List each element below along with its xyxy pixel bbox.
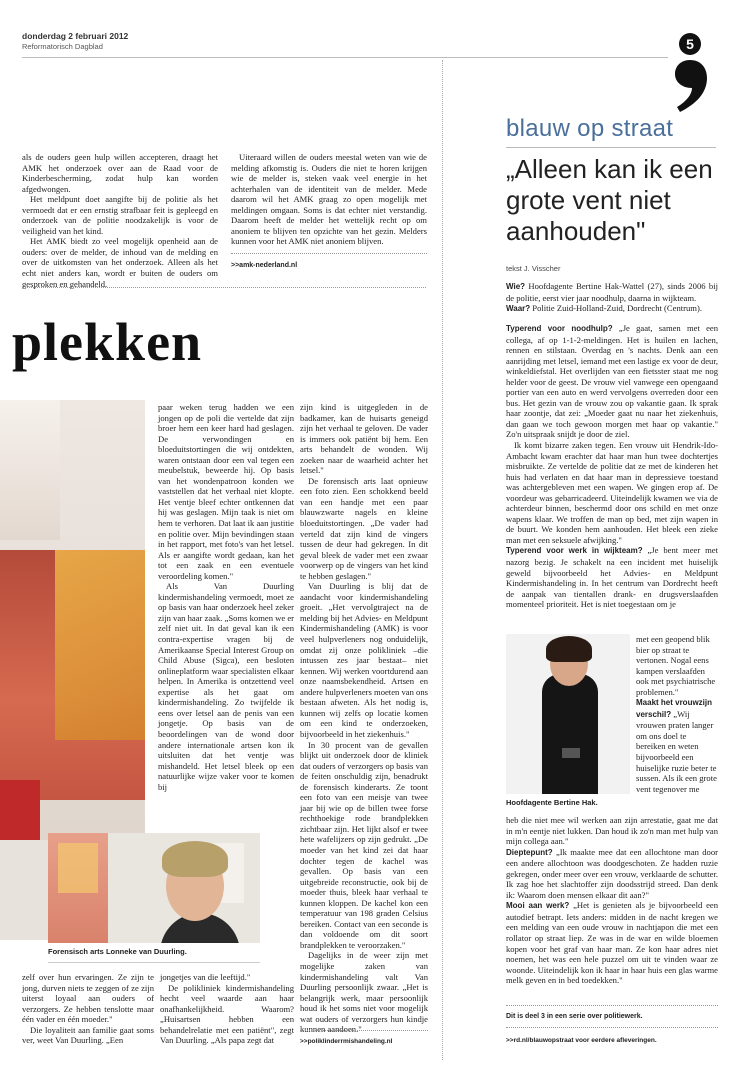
portrait-photo <box>48 833 260 943</box>
top-article-col2 <box>231 152 427 247</box>
main-headline: plekken <box>12 312 203 372</box>
paragraph: zijn kind is uitgegleden in de badkamer, kan de huisarts geneigd zijn het verhaal te geloven. De vader is immers ook patiënt bij hem. Een arts behandelt de wonden. Wij zoeken naar de waarheid achter het letsel." <box>300 402 428 476</box>
intro-line <box>506 281 718 303</box>
series-divider <box>506 1005 718 1006</box>
police-photo-caption: Hoofdagente Bertine Hak. <box>506 798 598 807</box>
paragraph: jongetjes van die leeftijd." <box>160 972 251 982</box>
photo-caption: Forensisch arts Lonneke van Duurling. <box>48 947 187 956</box>
rd-link[interactable]: >>rd.nl/blauwopstraat voor eerdere afleveringen. <box>506 1037 657 1044</box>
answer: „Wij vrouwen praten langer om ons doel te bereiken en weten bijvoorbeeld een huiselijke ruzie beter te sussen. Als ik een grote vent tegenover me <box>636 708 717 794</box>
series-note: Dit is deel 3 in een serie over politiewerk. <box>506 1013 643 1020</box>
intro-line <box>506 303 718 315</box>
caption-rule <box>48 962 260 963</box>
paragraph: De polikliniek kindermishandeling hecht veel waarde aan haar onafhankelijkheid. Waarom? „Huisartsen hebben een behandelrelatie met een patiënt", zegt Van Duurling. „Als papa zegt dat <box>160 982 294 1046</box>
sidebar-wrap-text <box>636 634 718 794</box>
question: Mooi aan werk? <box>506 901 570 911</box>
sidebar-intro <box>506 281 718 315</box>
col-b-divider <box>300 1030 428 1031</box>
paragraph: Uiteraard willen de ouders meestal weten van wie de melding afkomstig is. Ouders die niet te horen krijgen wie de melder is, steken vaak veel energie in het achterhalen van de identiteit van de melder. Mede daarom wil het AMK graag zo open mogelijk met meldingen omgaan. Soms is dat echter niet verstandig. Daarom heeft de melder het wettelijk recht op om anoniem te blijven ten opzichte van het gezin. Melders kunnen voor het AMK niet anoniem blijven. <box>231 152 427 247</box>
answer: „Ik maakte mee dat een allochtone man door een andere allochtoon was doodgeschoten. Ze hadden ruzie gekregen, onder meer over een vrouw, verklaarde de schutter. Ik zag hoe het slachtoffer zijn doodsstrijd streed. Dan denk ik: Waarom doen mensen elkaar dit aan?" <box>506 846 718 900</box>
paragraph: als de ouders geen hulp willen accepteren, draagt het AMK het onderzoek over aan de Raad voor de Kinderbescherming, zodat hulp kan worden afgedwongen. <box>22 152 218 194</box>
comma-logo-icon <box>670 58 710 114</box>
answer: Hoofdagente Bertine Hak-Wattel (27), sinds 2006 bij de politie, eerst vier jaar noodhulp, daarna in wijkteam. <box>506 281 718 303</box>
answer: „Het is genieten als je bijvoorbeeld een autodief betrapt. Iets anders: midden in de nacht kregen we een melding van een oude vrouw in nachtjapon die met een rollator op straat liep. Ze was in de war en wilde bloemen kopen voor het graf van haar man. Ze kon haar adres niet noemen, het was een hele puzzel om uit te vinden waar ze woonde. Uiteindelijk kon ik haar in haar huis een glas warme melk geven en in bed toedekken." <box>506 900 718 986</box>
sidebar-vertical-rule <box>442 60 443 1060</box>
paragraph: Van Duurling is blij dat de aandacht voor kindermishandeling groeit. „Het vervolgtraject na de melding bij het Advies- en Meldpunt Kindermishandeling (AMK) is voor veel hulpverleners nog onduidelijk, omdat zij onze polikliniek –die intussen zes jaar bestaat– niet kennen. Wij werken voortdurend aan onze naamsbekendheid. Artsen en andere hulpverleners moeten van ons bestaan afweten. Als het nodig is, kunnen wij zelfs op locatie komen om een kind te onderzoeken, bijvoorbeeld in het ziekenhuis." <box>300 581 428 739</box>
qa-paragraph <box>506 323 718 440</box>
question: Dieptepunt? <box>506 847 553 857</box>
paragraph: In 30 procent van de gevallen blijkt uit onderzoek door de kliniek dat ouders of verzorgers op basis van de feiten onschuldig zijn, benadrukt de forensisch kinderarts. Ze toont een foto van een meisje van twee jaar bij wie op de billen twee forse rechthoekige rode brandplekken zichtbaar zijn. Het lijkt alsof er twee hete wafelijzers op zijn gedrukt. „De moeder van het kind zei dat haar dochter tegen de kachel was gevallen. Op basis van een uitgebreide reconstructie, ook bij de moeder thuis, bleek haar verhaal te kunnen kloppen. De kachel kon een temperatuur van 198 graden Celsius bereiken. Contact van een seconde is dan voldoende om dit soort brandplekken te veroorzaken." <box>300 739 428 950</box>
sidebar-rubric: blauw op straat <box>506 115 674 142</box>
answer: heb die niet mee wil werken aan zijn arrestatie, gaat me dat in m'n eentje niet lukken. Dan houd ik zo'n man met hulp van mijn collega aan." <box>506 815 718 847</box>
answer: Ik komt bizarre zaken tegen. Een vrouw uit Hendrik-Ido-Ambacht kwam erachter dat haar man hun twee dochtertjes misbruikte. Ze vertelde de politie dat ze met de kinderen het huis had verlaten en dat haar man in depressieve toestand was achtergebleven met een wapen. We gingen erop af. De voordeur was gebarricadeerd. Uiteindelijk kwamen we via de achterdeur binnen, beschermd door ons schild en met onze wapens klaar. We troffen de man op bed, met zijn wapen in de buurt. We konden hem aanhouden. Het bleek een zieke man met een seksuele afwijking." <box>506 440 718 545</box>
paragraph: Dagelijks in de weer zijn met mogelijke zaken van kindermishandeling valt Van Duurling persoonlijk zwaar. „Het is belangrijk werk, maar persoonlijk houd ik het soms niet voor mogelijk wat ouders of verzorgers hun kindje kunnen aandoen." <box>300 950 428 1035</box>
police-photo <box>506 634 630 794</box>
paragraph: paar weken terug hadden we een jongen op de poli die vertelde dat zijn broer hem een keer hard had geslagen. De verwondingen en bloeduitstortingen die wij ontdekten, waren ontstaan door een val tegen een meubelstuk, beweerde hij. Op basis van het wondenpatroon konden we vaststellen dat het verhaal niet klopte. Het ventje bleef echter ontkennen dat hij was geslagen. Mijn taak is niet om hem te verhoren. Dat laat ik aan justitie en politie over. Mijn bevindingen staan in het rapport, met foto's van het letsel. Als er aangifte wordt gedaan, kan het tot een zaak en een eventuele veroordeling komen." <box>158 402 294 581</box>
bottom-col-1 <box>22 972 154 1046</box>
amk-link[interactable]: >>amk-nederland.nl <box>231 262 298 269</box>
header-paper: Reformatorisch Dagblad <box>22 42 103 51</box>
answer: „Je bent meer met nazorg bezig. Je schakelt na een incident met huiselijk geweld bijvoorbeeld het Advies- en Meldpunt Kindermishandeling in. In het centrum van Dordrecht heeft de aanpak van tientallen drank- en drugsverslaafden momenteel prioriteit. Het is niet toegestaan om je <box>506 545 718 610</box>
qa-paragraph <box>636 634 718 697</box>
qa-paragraph <box>636 697 718 794</box>
paragraph: Als Van Duurling kindermishandeling vermoedt, moet ze op basis van haar onderzoek heel zeker zijn van haar zaak. „Soms komen we er zelf niet uit. In dat geval kan ik een contra-expertise vragen bij de Amerikaanse Special Interest Group on Child Abuse (Sigca), een besloten onlineplatform waar specialisten elkaar helpen. In Amerika is ontzettend veel expertise als het gaat om kindermishandeling. Zo twijfelde ik eens over letsel aan de penis van een jongetje. Op basis van de beoordelingen van de wond door andere internationale artsen kon ik uitsluiten dat het ventje was mishandeld. Het letsel bleek op een natuurlijke wijze vaker voor te komen bij <box>158 581 295 792</box>
answer: met een geopend blik bier op straat te vertonen. Nogal eens kampen verslaafden ook met psychiatrische problemen." <box>636 634 716 697</box>
header-rule <box>22 57 668 58</box>
qa-paragraph <box>506 900 718 985</box>
paragraph: Die loyaliteit aan familie gaat soms ver, weet Van Duurling. „Een <box>22 1024 154 1046</box>
qa-paragraph <box>506 545 718 609</box>
link-divider <box>231 253 427 254</box>
main-col-a <box>158 402 294 792</box>
polikliniek-link[interactable]: >>poliklinderrmishandeling.nl <box>300 1038 393 1045</box>
qa-paragraph <box>506 815 718 847</box>
sidebar-body <box>506 323 718 610</box>
section-divider <box>22 287 426 288</box>
top-article-col1 <box>22 152 218 289</box>
paragraph: zelf over hun ervaringen. Ze zijn te jong, durven niets te zeggen of ze zijn uiterst loyaal aan ouders of verzorgers. Ze hebben tenslotte maar één vader en één moeder." <box>22 972 154 1025</box>
question: Waar? <box>506 304 531 314</box>
answer: Politie Zuid-Holland-Zuid, Dordrecht (Centrum). <box>530 303 702 314</box>
question: Wie? <box>506 282 526 291</box>
page-number-badge: 5 <box>679 33 701 55</box>
paragraph: Het AMK biedt zo veel mogelijk openheid aan de ouders: over de melder, de inhoud van de melding en over de uitkomsten van het onderzoek. Alleen als het echt niet anders kan, wordt er buiten de ouders om gesproken en gehandeld. <box>22 236 218 289</box>
qa-paragraph <box>506 440 718 545</box>
sidebar-tail <box>506 815 718 986</box>
question: Maakt het vrouwzijn verschil? <box>636 698 713 719</box>
answer: „Je gaat, samen met een collega, af op 1-1-2-meldingen. Het is huilen en lachen, rennen en stilstaan. Overdag en 's nachts. Denk aan een aanrijding met letsel, iemand met een lastige ex voor de deur, winkeldiefstal. Het overlijden van een fietsster staat me nog helder voor de geest. De vrouw viel vanwege een opengaand portier van een auto en werd vervolgens overreden door een bus. Het gezin van de vrouw zou op vakantie gaan. Ik sprak haar zoontje, dat zei: „Moeder gaat nu naar het ziekenhuis, dan gaan we toch gewoon morgen met haar op vakantie." Zo'n uitspraak snijdt je door de ziel. <box>506 323 718 440</box>
qa-paragraph <box>506 847 718 901</box>
question: Typerend voor noodhulp? <box>506 324 613 333</box>
paragraph: De forensisch arts laat opnieuw een foto zien. Een schokkend beeld van een handje met een paar blauwzwarte nagels en kleine bloeduitstortingen. „De vader had verteld dat zijn kind de vingers tussen de deur had gekregen. In dit geval bleek de vader met een zwaar voorwerp op de vingers van het kind te hebben geslagen." <box>300 475 428 581</box>
question: Typerend voor werk in wijkteam? <box>506 546 643 556</box>
main-col-b <box>300 402 428 1035</box>
bottom-col-2 <box>160 972 294 1046</box>
sidebar-title: „Alleen kan ik een grote vent niet aanhouden" <box>506 154 713 246</box>
rubric-rule <box>506 147 716 148</box>
paragraph: Het meldpunt doet aangifte bij de politie als het vermoedt dat er een ernstig strafbaar feit is gepleegd en onderzoek van de politie noodzakelijk is voor de veiligheid van het kind. <box>22 194 218 236</box>
byline: tekst J. Visscher <box>506 264 561 273</box>
header-date: donderdag 2 februari 2012 <box>22 31 129 41</box>
link-divider-2 <box>506 1027 718 1028</box>
